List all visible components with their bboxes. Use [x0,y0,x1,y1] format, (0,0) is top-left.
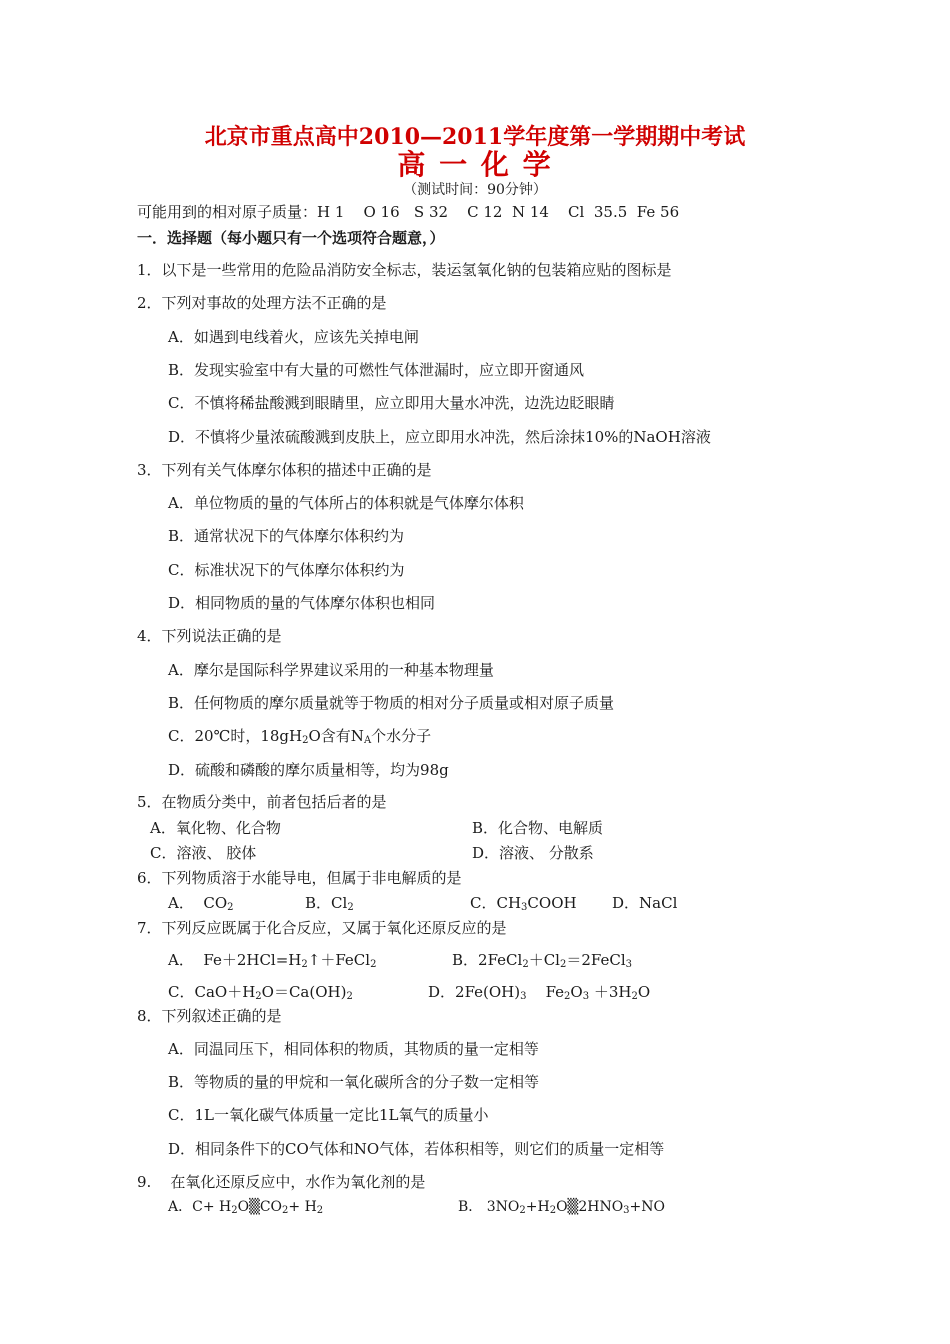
question-3-option-c: C．标准状况下的气体摩尔体积约为 [168,561,405,579]
question-1-stem: 1．以下是一些常用的危险品消防安全标志，装运氢氧化钠的包装箱应贴的图标是 [137,261,672,279]
question-9-option-b: B． $3NO_2+H_2O▒2HNO_3+NO$ [458,1199,666,1216]
question-8-option-c: C．1L一氧化碳气体质量一定比1L氧气的质量小 [168,1106,489,1124]
question-7-option-d: D．$2Fe(OH)_3$ $Fe_2O_3 +3H_2O$ [428,983,651,1002]
question-5-option-c: C．溶液、 胶体 [150,844,257,862]
question-7-option-c: C．$CaO+H_2O=Ca(OH)_2$ [168,983,353,1002]
question-2-option-d: D．不慎将少量浓硫酸溅到皮肤上，应立即用水冲洗，然后涂抹10%的NaOH溶液 [168,428,711,446]
test-time: （测试时间：90分钟） [403,182,547,198]
question-8-option-a: A．同温同压下，相同体积的物质，其物质的量一定相等 [168,1040,539,1058]
question-8-stem: 8．下列叙述正确的是 [137,1007,282,1025]
question-3-stem: 3．下列有关气体摩尔体积的描述中正确的是 [137,461,432,479]
question-7-stem: 7．下列反应既属于化合反应，又属于氧化还原反应的是 [137,919,507,937]
question-3-option-d: D．相同物质的量的气体摩尔体积也相同 [168,594,436,612]
question-3-option-a: A．单位物质的量的气体所占的体积就是气体摩尔体积 [168,494,524,512]
question-6-stem: 6．下列物质溶于水能导电，但属于非电解质的是 [137,869,462,887]
question-5-stem: 5．在物质分类中，前者包括后者的是 [137,793,387,811]
question-5-option-a: A．氧化物、化合物 [150,819,281,837]
question-9-stem: 9. 在氧化还原反应中，水作为氧化剂的是 [137,1173,426,1191]
question-3-option-b: B．通常状况下的气体摩尔体积约为 [168,527,405,545]
question-4-option-a: A．摩尔是国际科学界建议采用的一种基本物理量 [168,661,494,679]
question-2-option-c: C．不慎将稀盐酸溅到眼睛里，应立即用大量水冲洗，边洗边眨眼睛 [168,394,615,412]
exam-title: 北京市重点高中2010—2011学年度第一学期期中考试 [204,124,746,150]
section-title: 一．选择题（每小题只有一个选项符合题意，） [137,229,445,247]
question-2-stem: 2．下列对事故的处理方法不正确的是 [137,294,387,312]
question-8-option-d: D．相同条件下的CO气体和NO气体，若体积相等，则它们的质量一定相等 [168,1140,665,1158]
question-8-option-b: B．等物质的量的甲烷和一氧化碳所含的分子数一定相等 [168,1073,540,1091]
question-4-option-b: B．任何物质的摩尔质量就等于物质的相对分子质量或相对原子质量 [168,694,615,712]
question-6-option-c: C．$CH_3COOH$ [470,894,577,913]
question-2-option-b: B．发现实验室中有大量的可燃性气体泄漏时，应立即开窗通风 [168,361,585,379]
subject-title: 高 一 化 学 [397,148,553,181]
question-9-option-a: A．$C+ H_2O▒CO_2+ H_2$ [168,1199,324,1216]
question-4-option-c: C．20℃时，$18gH_2O$含有$N_A$个水分子 [168,727,432,746]
question-6-option-a: A． $CO_2$ [168,894,234,913]
question-4-option-d: D．硫酸和磷酸的摩尔质量相等，均为98g [168,761,449,779]
question-6-option-d: D．NaCl [612,894,678,912]
question-6-option-b: B．$Cl_2$ [305,894,354,913]
question-7-option-b: B．$2FeCl_2+Cl_2=2FeCl_3$ [452,951,633,970]
question-5-option-d: D．溶液、 分散系 [472,844,594,862]
question-2-option-a: A．如遇到电线着火，应该先关掉电闸 [168,328,419,346]
atomic-masses: 可能用到的相对原子质量：H 1 O 16 S 32 C 12 N 14 Cl 35.5 Fe 56 [137,203,680,221]
question-4-stem: 4．下列说法正确的是 [137,627,282,645]
question-7-option-a: A． $Fe+2HCl=H_2↑+FeCl_2$ [168,951,377,970]
question-5-option-b: B．化合物、电解质 [472,819,604,837]
